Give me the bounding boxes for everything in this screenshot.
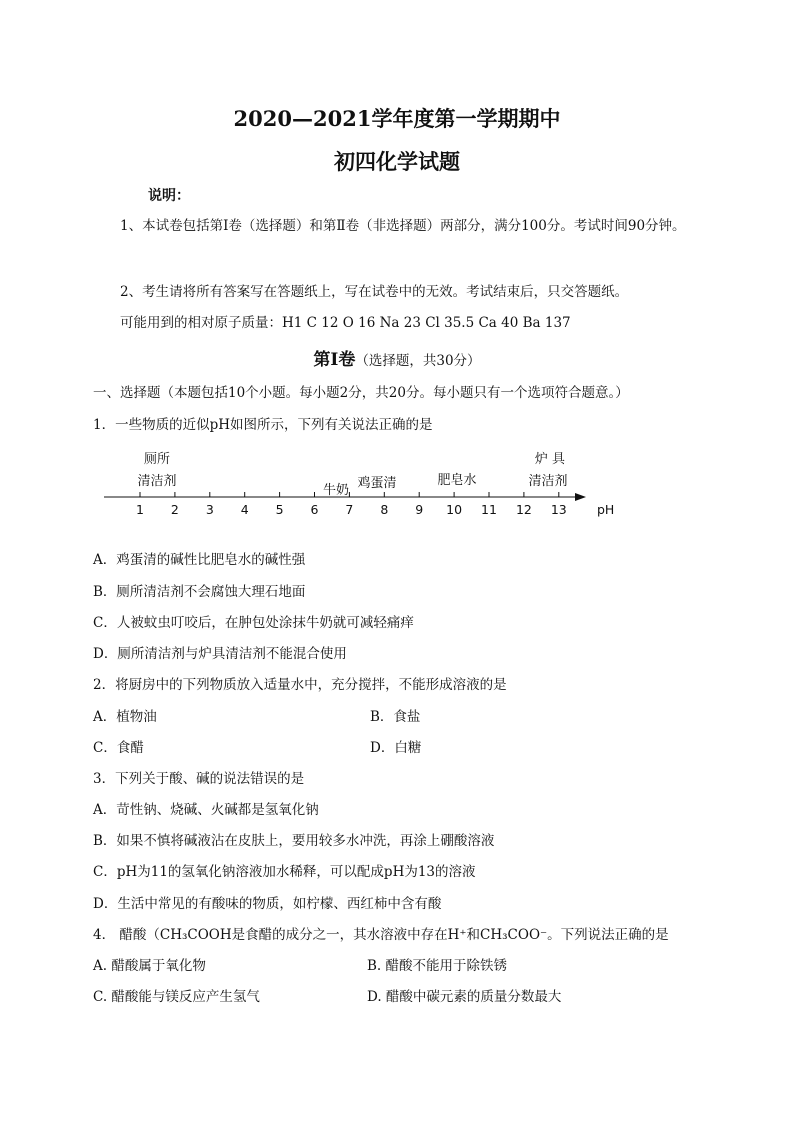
- ph-label-toilet-2: 清洁剂: [137, 474, 177, 489]
- ph-tick-label: 3: [205, 502, 214, 517]
- q3-option-c: C．pH为11的氢氧化钠溶液加水稀释，可以配成pH为13的溶液: [93, 864, 476, 880]
- question-2-stem: 2．将厨房中的下列物质放入适量水中，充分搅拌，不能形成溶液的是: [93, 677, 507, 693]
- ph-label-stove-1: 炉 具: [534, 452, 566, 467]
- q2-option-d: D．白糖: [370, 740, 422, 756]
- section-title-note: （选择题，共30分）: [355, 353, 481, 369]
- ph-label-egg-white: 鸡蛋清: [357, 476, 397, 491]
- q3-option-d: D．生活中常见的有酸味的物质，如柠檬、西红柿中含有酸: [93, 896, 442, 912]
- question-1-stem: 1．一些物质的近似pH如图所示，下列有关说法正确的是: [93, 417, 433, 433]
- ph-axis-arrow: [575, 493, 586, 501]
- section-instructions: 一、选择题（本题包括10个小题。每小题2分，共20分。每小题只有一个选项符合题意。）: [93, 385, 629, 401]
- ph-tick-label: 7: [345, 502, 354, 517]
- ph-scale-diagram: [0, 440, 794, 525]
- note-item-1: 1、本试卷包括第Ⅰ卷（选择题）和第Ⅱ卷（非选择题）两部分，满分100分。考试时间90分钟。: [120, 218, 686, 234]
- ph-tick-label: 12: [515, 502, 532, 517]
- notes-heading: 说明：: [148, 188, 190, 204]
- q3-option-b: B．如果不慎将碱液沾在皮肤上，要用较多水冲洗，再涂上硼酸溶液: [93, 833, 495, 849]
- section-title-main: 第Ⅰ卷: [313, 350, 356, 370]
- ph-label-soap-water: 肥皂水: [437, 473, 477, 488]
- q4-option-b: B. 醋酸不能用于除铁锈: [367, 958, 508, 974]
- q1-option-a: A．鸡蛋清的碱性比肥皂水的碱性强: [93, 552, 306, 568]
- q1-option-b: B．厕所清洁剂不会腐蚀大理石地面: [93, 584, 306, 600]
- q3-option-a: A．苛性钠、烧碱、火碱都是氢氧化钠: [93, 802, 319, 818]
- q1-option-d: D．厕所清洁剂与炉具清洁剂不能混合使用: [93, 646, 347, 662]
- question-3-stem: 3．下列关于酸、碱的说法错误的是: [93, 771, 305, 787]
- ph-label-milk: 牛奶: [322, 483, 350, 498]
- ph-tick-label: 10: [446, 502, 463, 517]
- q4-option-a: A. 醋酸属于氧化物: [93, 958, 206, 974]
- ph-tick-label: 5: [275, 502, 284, 517]
- ph-tick-label: 4: [240, 502, 249, 517]
- ph-label-toilet-1: 厕所: [143, 452, 171, 467]
- question-4-stem: 4． 醋酸（CH₃COOH是食醋的成分之一，其水溶液中存在H⁺和CH₃COO⁻。下列说法正确的是: [93, 927, 669, 943]
- exam-subtitle: 初四化学试题: [334, 149, 460, 174]
- q2-option-b: B．食盐: [370, 709, 421, 725]
- q4-option-d: D. 醋酸中碳元素的质量分数最大: [367, 989, 562, 1005]
- ph-tick-label: 2: [170, 502, 179, 517]
- ph-ticks: [136, 492, 567, 517]
- atomic-masses: 可能用到的相对原子质量：H1 C 12 O 16 Na 23 Cl 35.5 Ca 40 Ba 137: [120, 315, 571, 331]
- q2-option-c: C．食醋: [93, 740, 144, 756]
- note-item-2: 2、考生请将所有答案写在答题纸上，写在试卷中的无效。考试结束后，只交答题纸。: [120, 284, 629, 300]
- ph-tick-label: 13: [550, 502, 567, 517]
- exam-title: 2020—2021学年度第一学期期中: [233, 106, 561, 131]
- ph-tick-label: 8: [380, 502, 389, 517]
- q1-option-c: C．人被蚊虫叮咬后，在肿包处涂抹牛奶就可减轻痛痒: [93, 615, 414, 631]
- section-title: [0, 345, 794, 370]
- ph-label-stove-2: 清洁剂: [528, 474, 568, 489]
- ph-axis-unit: pH: [597, 502, 615, 517]
- ph-tick-label: 1: [136, 502, 144, 517]
- q2-option-a: A．植物油: [93, 709, 157, 725]
- ph-tick-label: 11: [481, 502, 497, 517]
- ph-tick-label: 6: [310, 502, 319, 517]
- q4-option-c: C. 醋酸能与镁反应产生氢气: [93, 989, 260, 1005]
- ph-tick-label: 9: [415, 502, 424, 517]
